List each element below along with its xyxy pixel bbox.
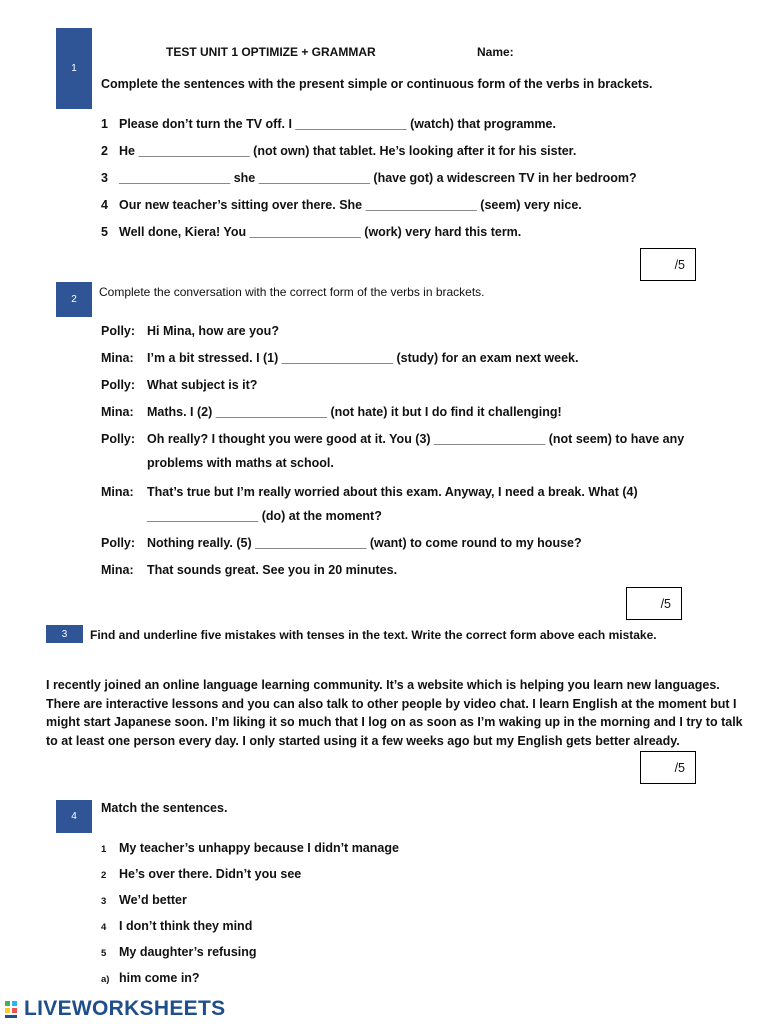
name-label: Name:	[477, 45, 514, 59]
dialogue-line: What subject is it?	[147, 378, 258, 392]
dialogue-speaker: Mina:	[101, 351, 134, 365]
liveworksheets-brand: LIVEWORKSHEETS	[24, 997, 226, 1020]
dialogue-speaker: Polly:	[101, 324, 136, 338]
section-3-number: 3	[61, 628, 68, 640]
section-1-score-box[interactable]: /5	[640, 248, 696, 281]
test-title: TEST UNIT 1 OPTIMIZE + GRAMMAR	[166, 45, 376, 59]
section-3-instruction: Find and underline five mistakes with tenses in the text. Write the correct form above each mistake.	[90, 628, 657, 642]
dialogue-line: That sounds great. See you in 20 minutes.	[147, 563, 398, 577]
section-3-text-line: There are interactive lessons and you can also talk to other people by video chat. I learn English at the moment but I	[46, 696, 737, 711]
section-1-item: 2 He ________________ (not own) that tablet. He’s looking after it for his sister.	[101, 144, 577, 158]
dialogue-line: Maths. I (2) ________________ (not hate) it but I do find it challenging!	[147, 405, 562, 419]
dialogue-speaker: Polly:	[101, 536, 136, 550]
section-4-item: a) him come in?	[101, 971, 200, 985]
dialogue-speaker: Polly:	[101, 432, 136, 446]
section-4-item: 3 We’d better	[101, 893, 187, 907]
section-3-text	[46, 676, 743, 750]
section-2-number: 2	[71, 294, 77, 305]
section-1-item: 3 ________________ she ________________ (have got) a widescreen TV in her bedroom?	[101, 171, 637, 185]
dialogue-line: ________________ (do) at the moment?	[147, 509, 382, 523]
section-4-number: 4	[71, 811, 77, 822]
section-2-score-box[interactable]: /5	[626, 587, 682, 620]
dialogue-line: Oh really? I thought you were good at it. You (3) ________________ (not seem) to have any	[147, 432, 685, 446]
liveworksheets-logo-icon	[4, 999, 20, 1019]
dialogue-speaker: Polly:	[101, 378, 136, 392]
dialogue-line: Nothing really. (5) ________________ (want) to come round to my house?	[147, 536, 582, 550]
section-1-number-box	[56, 28, 92, 109]
dialogue-line: I’m a bit stressed. I (1) ________________ (study) for an exam next week.	[147, 351, 579, 365]
section-4-item: 5 My daughter’s refusing	[101, 945, 257, 959]
section-4-item: 2 He’s over there. Didn’t you see	[101, 867, 302, 881]
section-2-number-box	[56, 282, 92, 317]
dialogue-line: Hi Mina, how are you?	[147, 324, 279, 338]
section-3-text-line: to at least one person every day. I only started using it a few weeks ago but my English gets better already.	[46, 733, 680, 748]
dialogue-speaker: Mina:	[101, 485, 134, 499]
section-2-instruction: Complete the conversation with the correct form of the verbs in brackets.	[99, 285, 485, 299]
section-4-item: 4 I don’t think they mind	[101, 919, 253, 933]
dialogue-line: That’s true but I’m really worried about this exam. Anyway, I need a break. What (4)	[147, 485, 638, 499]
dialogue-speaker: Mina:	[101, 563, 134, 577]
section-4-item: 1 My teacher’s unhappy because I didn’t manage	[101, 841, 399, 855]
section-1-item: 4 Our new teacher’s sitting over there. She ________________ (seem) very nice.	[101, 198, 582, 212]
section-3-score-box[interactable]: /5	[640, 751, 696, 784]
section-3-text-line: I recently joined an online language learning community. It’s a website which is helping you learn new languages.	[46, 678, 720, 692]
section-4-instruction: Match the sentences.	[101, 801, 228, 815]
dialogue-speaker: Mina:	[101, 405, 134, 419]
section-1-item: 1 Please don’t turn the TV off. I ________________ (watch) that programme.	[101, 117, 556, 131]
dialogue-line: problems with maths at school.	[147, 456, 334, 470]
section-1-item: 5 Well done, Kiera! You ________________ (work) very hard this term.	[101, 225, 522, 239]
section-4-number-box	[56, 800, 92, 833]
section-3-number-box	[46, 625, 83, 643]
section-3-text-line: might start Japanese soon. I’m liking it so much that I log on as soon as I’m waking up in the morning and I try to talk	[46, 715, 743, 729]
section-1-number: 1	[71, 63, 77, 74]
footer-brand[interactable]	[4, 997, 225, 1021]
section-1-instruction: Complete the sentences with the present simple or continuous form of the verbs in brackets.	[101, 77, 653, 91]
